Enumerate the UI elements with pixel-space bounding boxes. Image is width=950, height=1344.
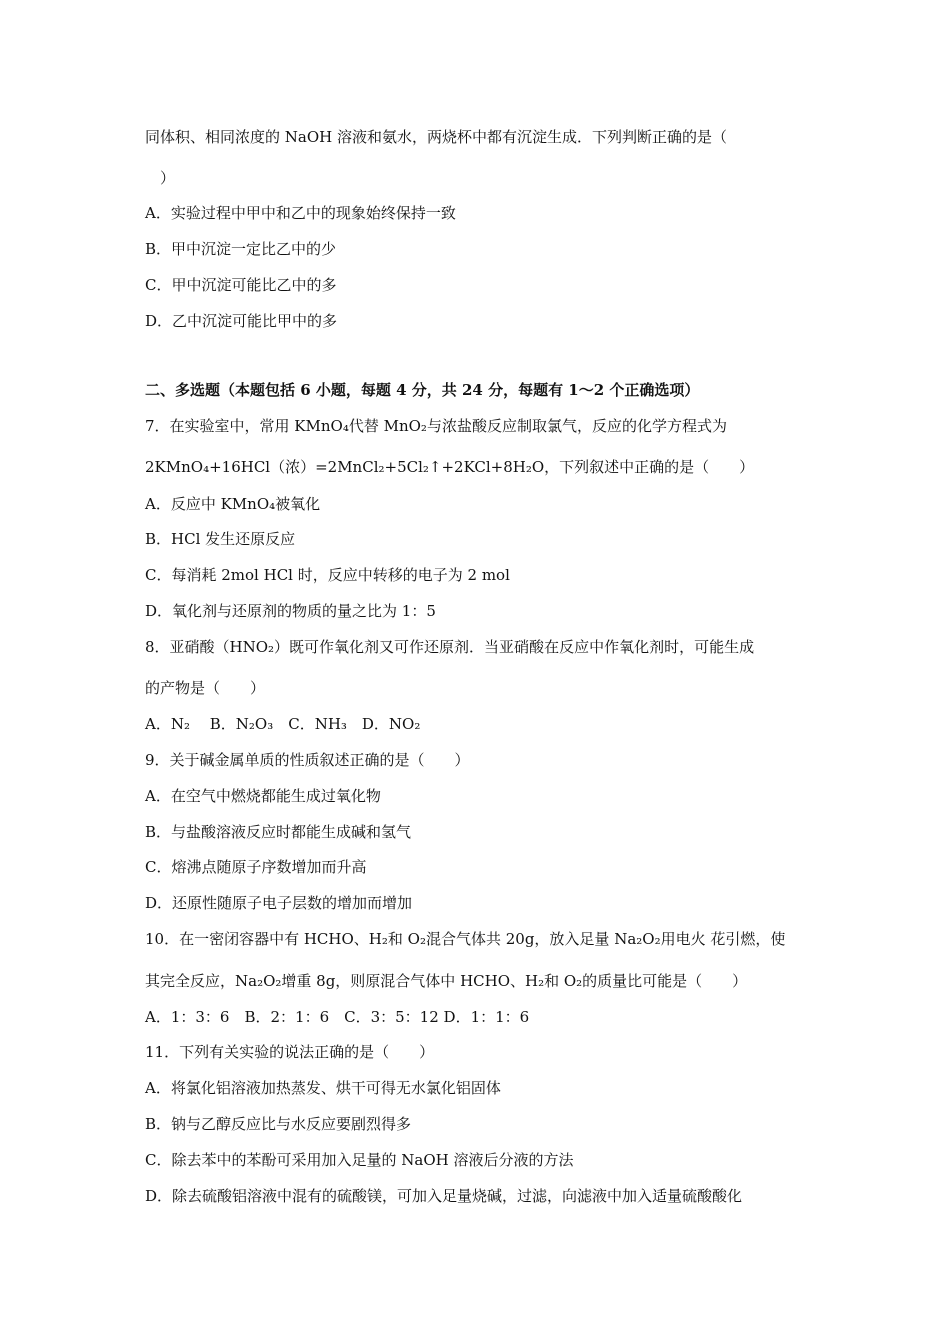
- q10-options: A．1：3：6 B．2：1：6 C．3：5：12 D．1：1：6: [145, 1008, 530, 1026]
- q11-option-d: D．除去硫酸铝溶液中混有的硫酸镁，可加入足量烧碱，过滤，向滤液中加入适量硫酸酸化: [145, 1187, 743, 1205]
- q6-option-a: A．实验过程中甲中和乙中的现象始终保持一致: [145, 204, 456, 222]
- q7-option-b: B．HCl 发生还原反应: [145, 530, 296, 548]
- q11-option-b: B．钠与乙醇反应比与水反应要剧烈得多: [145, 1115, 412, 1133]
- q11-option-a: A．将氯化铝溶液加热蒸发、烘干可得无水氯化铝固体: [145, 1079, 501, 1097]
- section-2-heading: 二、多选题（本题包括 6 小题，每题 4 分，共 24 分，每题有 1～2 个正确选项）: [145, 381, 700, 399]
- q9-option-c: C．熔沸点随原子序数增加而升高: [145, 858, 367, 876]
- q6-stem-line1: 同体积、相同浓度的 NaOH 溶液和氨水，两烧杯中都有沉淀生成．下列判断正确的是（: [145, 128, 727, 146]
- q10-stem-line1: 10．在一密闭容器中有 HCHO、H₂和 O₂混合气体共 20g，放入足量 Na₂O₂用电火 花引燃，使: [145, 930, 786, 948]
- q9-option-a: A．在空气中燃烧都能生成过氧化物: [145, 787, 381, 805]
- q7-option-a: A．反应中 KMnO₄被氧化: [145, 495, 321, 513]
- q7-stem-line2: 2KMnO₄+16HCl（浓）=2MnCl₂+5Cl₂↑+2KCl+8H₂O，下列叙述中正确的是（ ）: [145, 458, 755, 476]
- q6-option-c: C．甲中沉淀可能比乙中的多: [145, 276, 337, 294]
- q6-option-b: B．甲中沉淀一定比乙中的少: [145, 240, 337, 258]
- q7-stem-line1: 7．在实验室中，常用 KMnO₄代替 MnO₂与浓盐酸反应制取氯气，反应的化学方程式为: [145, 417, 727, 435]
- q6-stem-line2: ）: [160, 169, 176, 187]
- q6-option-d: D．乙中沉淀可能比甲中的多: [145, 312, 338, 330]
- q7-option-c: C．每消耗 2mol HCl 时，反应中转移的电子为 2 mol: [145, 566, 510, 584]
- q9-stem: 9．关于碱金属单质的性质叙述正确的是（ ）: [145, 751, 470, 769]
- q8-options: A．N₂ B．N₂O₃ C．NH₃ D．NO₂: [145, 715, 421, 733]
- q10-stem-line2: 其完全反应，Na₂O₂增重 8g，则原混合气体中 HCHO、H₂和 O₂的质量比可能是（ ）: [145, 972, 748, 990]
- q9-option-d: D．还原性随原子电子层数的增加而增加: [145, 894, 413, 912]
- q7-option-d: D．氧化剂与还原剂的物质的量之比为 1：5: [145, 602, 436, 620]
- q8-stem-line2: 的产物是（ ）: [145, 679, 266, 697]
- q11-stem: 11．下列有关实验的说法正确的是（ ）: [145, 1043, 435, 1061]
- q8-stem-line1: 8．亚硝酸（HNO₂）既可作氧化剂又可作还原剂．当亚硝酸在反应中作氧化剂时，可能生成: [145, 638, 755, 656]
- q9-option-b: B．与盐酸溶液反应时都能生成碱和氢气: [145, 823, 412, 841]
- q11-option-c: C．除去苯中的苯酚可采用加入足量的 NaOH 溶液后分液的方法: [145, 1151, 574, 1169]
